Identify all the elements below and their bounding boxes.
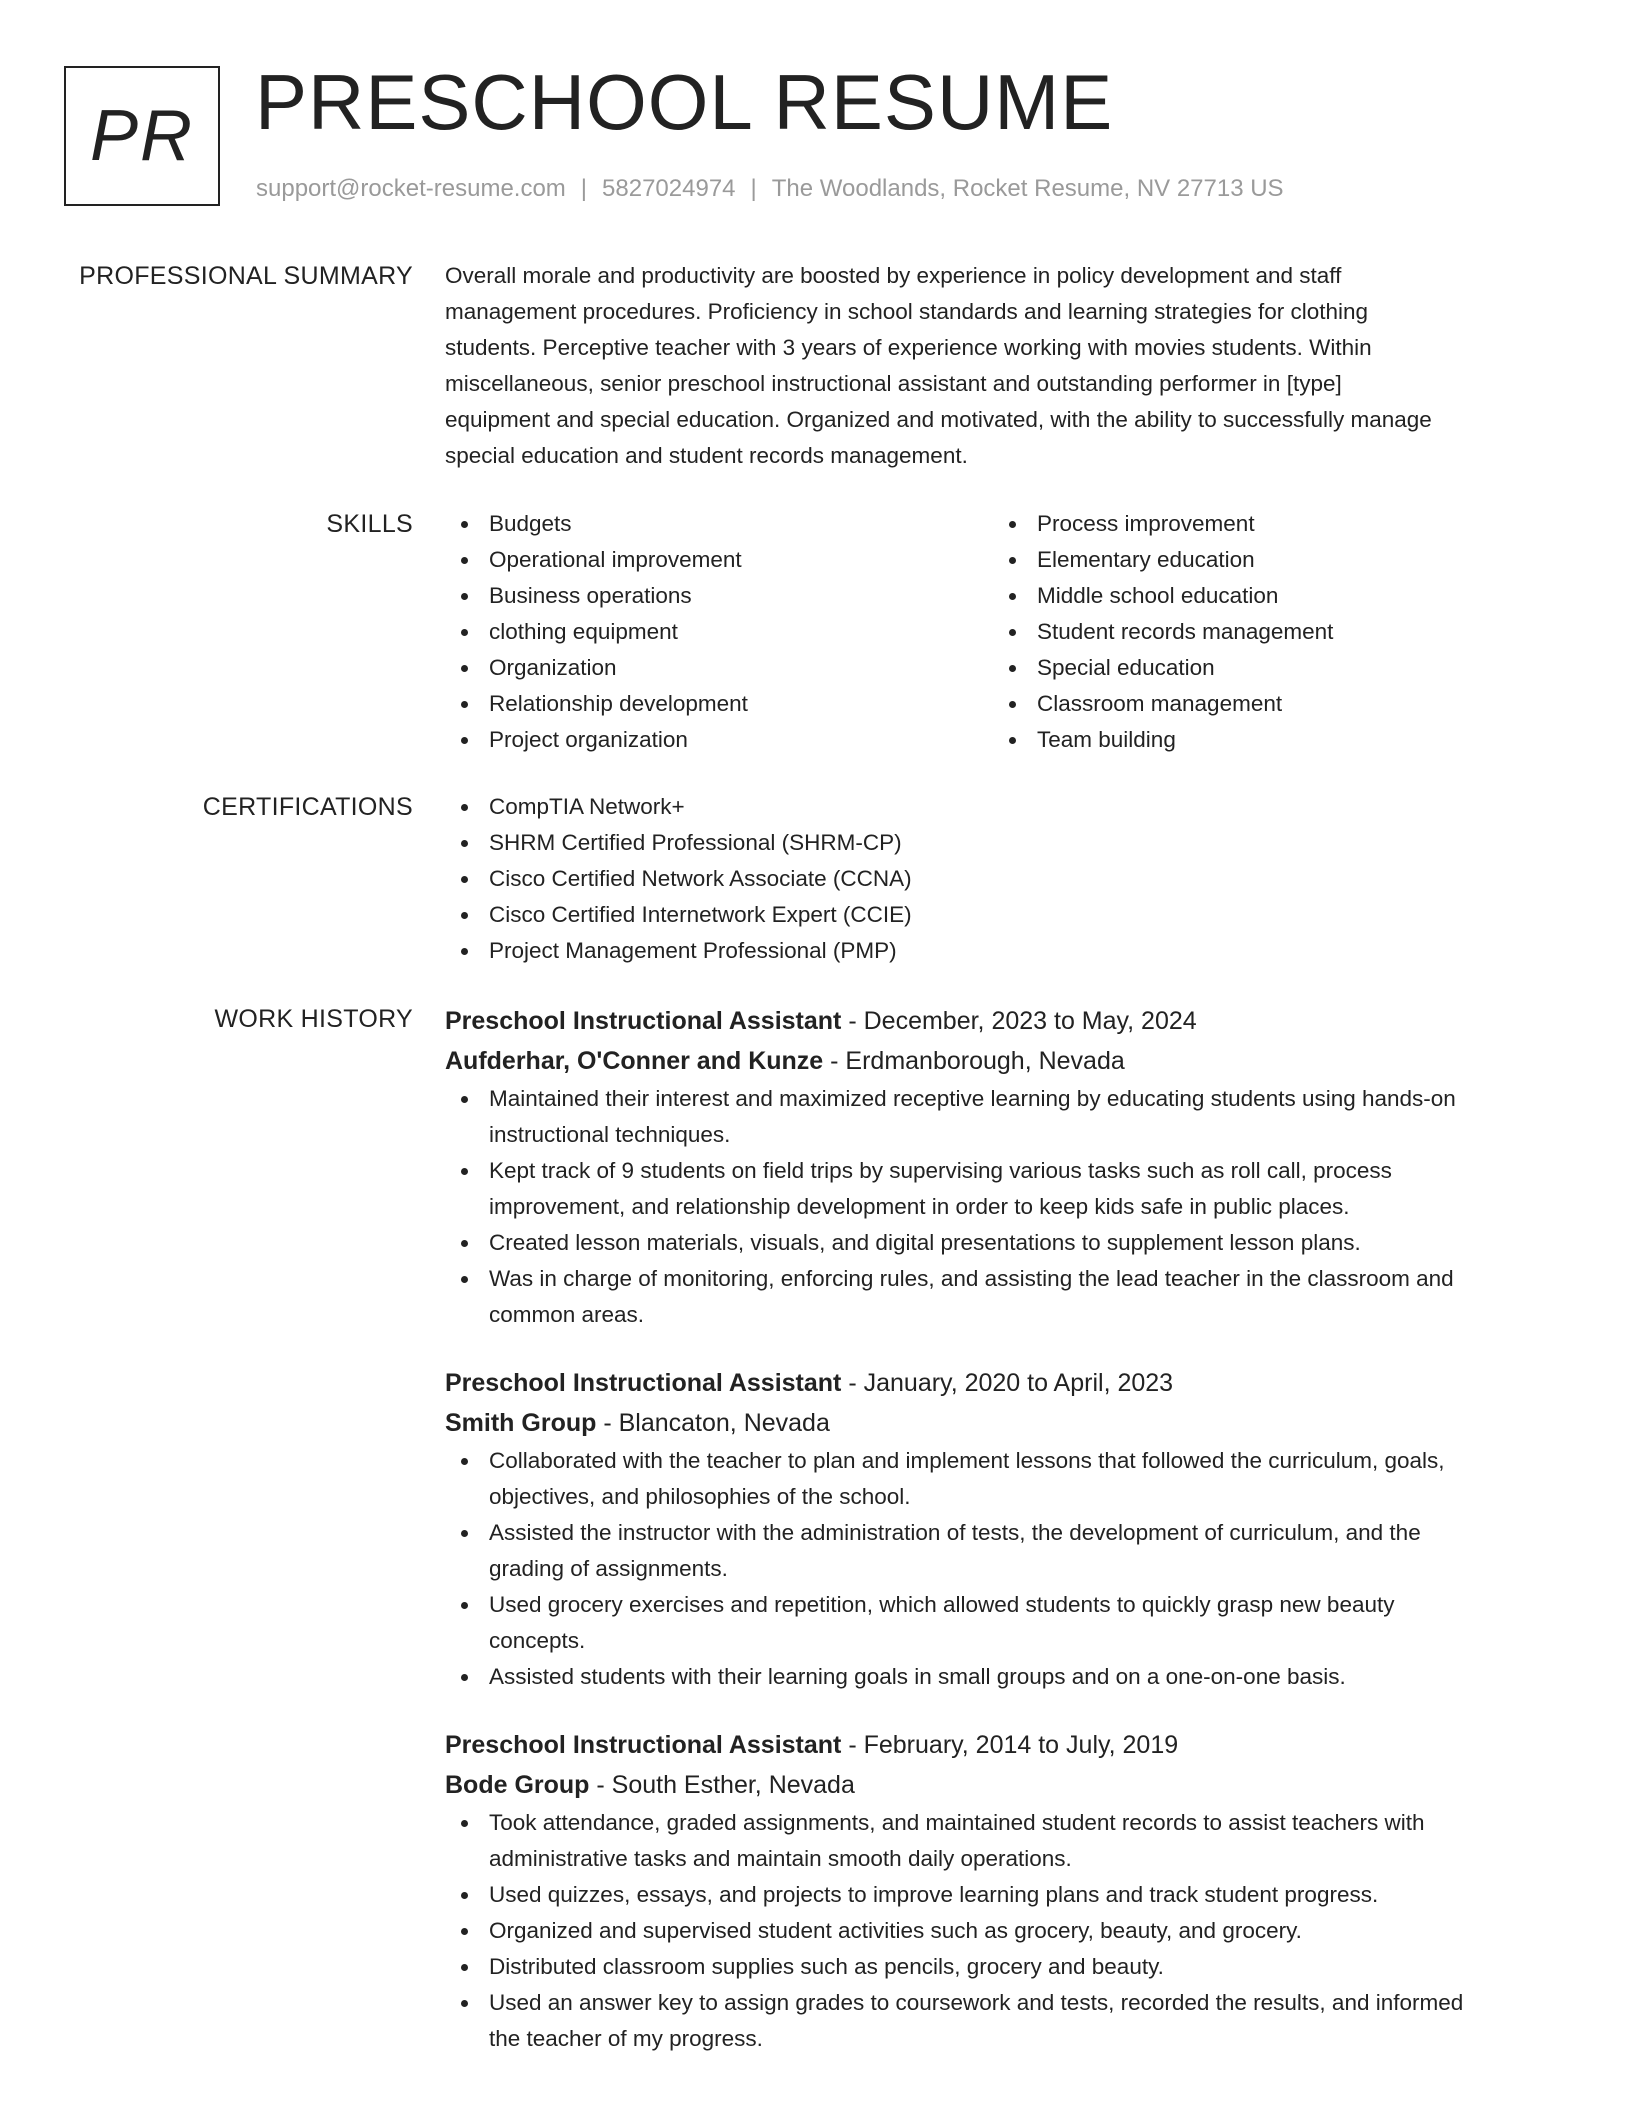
skill-item: Elementary education [993,542,1541,578]
duty-line: grading of assignments. [489,1556,728,1581]
duty-line: Was in charge of monitoring, enforcing rules, and assisting the lead teacher in the classroom and [489,1266,1454,1291]
contact-separator: | [750,175,757,202]
job-title-line [445,1363,1560,1403]
job-duties [445,1081,1560,1333]
duty-line: Used an answer key to assign grades to coursework and tests, recorded the results, and informed [489,1990,1464,2015]
summary-body [445,258,1560,474]
job-company-line [445,1765,1560,1805]
summary-heading: PROFESSIONAL SUMMARY [79,262,413,290]
skill-item: Process improvement [993,506,1541,542]
duty-line: Created lesson materials, visuals, and digital presentations to supplement lesson plans. [489,1230,1361,1255]
skills-list-right [993,506,1541,758]
summary-line: Overall morale and productivity are boosted by experience in policy development and staff [445,263,1342,288]
monogram-initials: PR [89,96,195,176]
duty-line: Assisted the instructor with the administration of tests, the development of curriculum, and the [489,1520,1421,1545]
duty-line: Took attendance, graded assignments, and maintained student records to assist teachers with [489,1810,1425,1835]
certification-item: SHRM Certified Professional (SHRM-CP) [445,825,1560,861]
duty-line: Used grocery exercises and repetition, which allowed students to quickly grasp new beauty [489,1592,1395,1617]
job-duty [445,1225,1560,1261]
job-dates: - December, 2023 to May, 2024 [841,1007,1197,1035]
duty-line: concepts. [489,1628,586,1653]
certification-item: Project Management Professional (PMP) [445,933,1560,969]
skill-item: Organization [445,650,993,686]
duty-line: improvement, and relationship development in order to keep kids safe in public places. [489,1194,1350,1219]
duty-line: Used quizzes, essays, and projects to improve learning plans and track student progress. [489,1882,1379,1907]
work-history-body [445,1001,1560,2087]
summary-line: special education and student records management. [445,443,968,468]
skill-item: Classroom management [993,686,1541,722]
summary-line: equipment and special education. Organized and motivated, with the ability to successfully manage [445,407,1432,432]
skill-item: Project organization [445,722,993,758]
summary-line: miscellaneous, senior preschool instructional assistant and outstanding performer in [type] [445,371,1342,396]
certification-item: Cisco Certified Network Associate (CCNA) [445,861,1560,897]
contact-phone[interactable]: 5827024974 [602,175,736,202]
job-title-line [445,1001,1560,1041]
contact-separator: | [580,175,588,202]
skills-body [445,506,1560,758]
job-duty [445,1081,1560,1153]
job-duty [445,1515,1560,1587]
job-duty [445,1877,1560,1913]
job-location: - Blancaton, Nevada [596,1409,830,1437]
skills-heading: SKILLS [326,510,413,538]
skill-item: Special education [993,650,1541,686]
job-company: Smith Group [445,1409,597,1437]
job-company: Aufderhar, O'Conner and Kunze [445,1047,824,1075]
duty-line: common areas. [489,1302,645,1327]
duty-line: administrative tasks and maintain smooth daily operations. [489,1846,1072,1871]
duty-line: Distributed classroom supplies such as pencils, grocery and beauty. [489,1954,1164,1979]
job-duty [445,1261,1560,1333]
job-role: Preschool Instructional Assistant [445,1731,842,1759]
contact-location: The Woodlands, Rocket Resume, NV 27713 US [771,175,1284,202]
duty-line: Organized and supervised student activities such as grocery, beauty, and grocery. [489,1918,1302,1943]
duty-line: Maintained their interest and maximized receptive learning by educating students using hands-on [489,1086,1456,1111]
certification-item: Cisco Certified Internetwork Expert (CCIE) [445,897,1560,933]
summary-line: students. Perceptive teacher with 3 years of experience working with movies students. Within [445,335,1372,360]
job-location: - South Esther, Nevada [589,1771,855,1799]
summary-line: management procedures. Proficiency in school standards and learning strategies for clothing [445,299,1369,324]
job-duty [445,1443,1560,1515]
job-entry [445,1363,1560,1695]
monogram-box [64,66,220,206]
job-duty [445,1913,1560,1949]
duty-line: instructional techniques. [489,1122,731,1147]
job-duty [445,1153,1560,1225]
job-company-line [445,1403,1560,1443]
job-title-line [445,1725,1560,1765]
job-duties [445,1805,1560,2057]
certification-item: CompTIA Network+ [445,789,1560,825]
job-duty [445,1805,1560,1877]
skill-item: clothing equipment [445,614,993,650]
job-duty [445,1587,1560,1659]
skill-item: Middle school education [993,578,1541,614]
contact-email[interactable]: support@rocket-resume.com [256,175,566,202]
job-dates: - February, 2014 to July, 2019 [841,1731,1179,1759]
job-role: Preschool Instructional Assistant [445,1007,842,1035]
duty-line: Assisted students with their learning goals in small groups and on a one-on-one basis. [489,1664,1346,1689]
job-location: - Erdmanborough, Nevada [823,1047,1125,1075]
job-entry [445,1725,1560,2057]
job-role: Preschool Instructional Assistant [445,1369,842,1397]
certifications-body [445,789,1560,969]
skill-item: Business operations [445,578,993,614]
work-history-heading: WORK HISTORY [214,1005,413,1033]
job-company: Bode Group [445,1771,590,1799]
job-entry [445,1001,1560,1333]
skill-item: Team building [993,722,1541,758]
skill-item: Relationship development [445,686,993,722]
duty-line: the teacher of my progress. [489,2026,763,2051]
skill-item: Budgets [445,506,993,542]
duty-line: Collaborated with the teacher to plan and implement lessons that followed the curriculum, goals, [489,1448,1445,1473]
skills-list-left [445,506,993,758]
job-company-line [445,1041,1560,1081]
certifications-list [445,789,1560,969]
job-duty [445,1985,1560,2057]
job-duty [445,1659,1560,1695]
contact-line [256,173,1284,205]
duty-line: objectives, and philosophies of the school. [489,1484,911,1509]
skill-item: Student records management [993,614,1541,650]
job-duties [445,1443,1560,1695]
resume-title: PRESCHOOL RESUME [255,58,1114,146]
job-duty [445,1949,1560,1985]
duty-line: Kept track of 9 students on field trips by supervising various tasks such as roll call, process [489,1158,1392,1183]
skill-item: Operational improvement [445,542,993,578]
job-dates: - January, 2020 to April, 2023 [841,1369,1174,1397]
certifications-heading: CERTIFICATIONS [202,793,413,821]
